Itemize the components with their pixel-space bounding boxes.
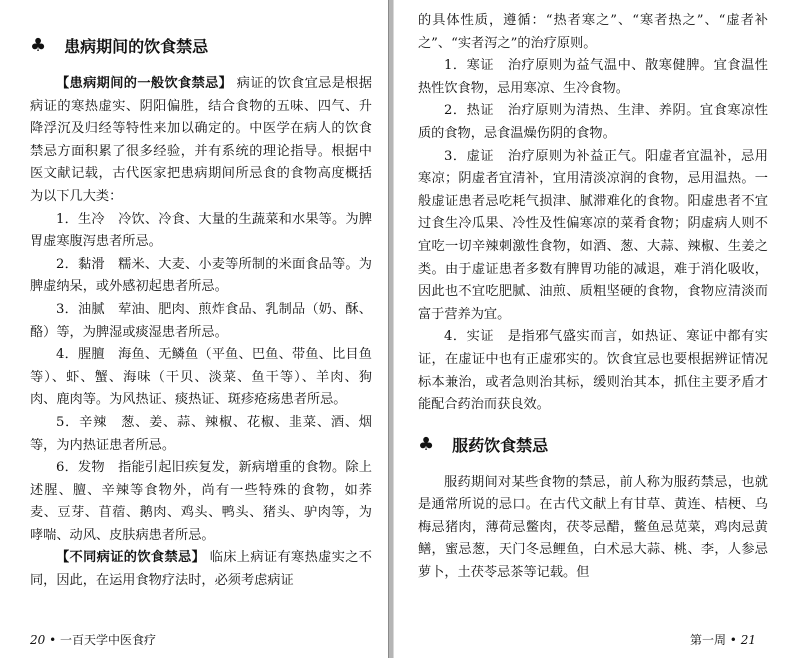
club-icon: ♣ — [418, 433, 435, 455]
list-item: 4．腥膻 海鱼、无鳞鱼（平鱼、巴鱼、带鱼、比目鱼等）、虾、蟹、海味（干贝、淡菜、鱼干等）、羊肉、狗肉、鹿肉等。为风热证、痰热证、斑疹疮疡患者所忌。 — [30, 347, 372, 408]
paragraph-continued: 的具体性质，遵循：“热者寒之”、“寒者热之”、“虚者补之”、“实者泻之”的治疗原则。 — [418, 13, 768, 51]
list-item: 3．油腻 荤油、肥肉、煎炸食品、乳制品（奶、酥、酪）等，为脾湿或痰湿患者所忌。 — [30, 301, 372, 340]
section-heading — [30, 34, 372, 57]
paragraph-medicine: 服药期间对某些食物的禁忌，前人称为服药禁忌，也就是通常所说的忌口。在古代文献上有甘草、黄连、桔梗、乌梅忌猪肉，薄荷忌鳖肉，茯苓忌醋，鳖鱼忌苋菜，鸡肉忌黄鳝，蜜忌葱，天门冬忌鲤鱼，白术忌大蒜、桃、李，人参忌萝卜，土茯苓忌茶等记载。但 — [418, 474, 768, 581]
list-item: 4．实证 是指邪气盛实而言，如热证、寒证中都有实证，在虚证中也有正虚邪实的。饮食宜忌也要根据辨证情况标本兼治，或者急则治其标，缓则治其本，抓住主要矛盾才能配合药治而获良效。 — [418, 329, 768, 413]
book-title: • 一百天学中医食疗 — [49, 633, 157, 647]
right-page — [396, 0, 786, 658]
list-item: 5．辛辣 葱、姜、蒜、辣椒、花椒、韭菜、酒、烟等，为内热证患者所忌。 — [30, 414, 372, 453]
page-divider — [388, 0, 394, 658]
list-item: 2．黏滑 糯米、大麦、小麦等所制的米面食品等。为脾虚纳呆，或外感初起患者所忌。 — [30, 256, 372, 295]
page-number: 21 — [740, 633, 756, 647]
list-item: 2．热证 治疗原则为清热、生津、养阴。宜食寒凉性质的食物，忌食温燥伤阴的食物。 — [418, 103, 768, 141]
list-item: 1．寒证 治疗原则为益气温中、散寒健脾。宜食温性热性饮食物，忌用寒凉、生冷食物。 — [418, 58, 768, 96]
section-heading-text: 患病期间的饮食禁忌 — [64, 37, 209, 56]
page-footer — [30, 631, 156, 648]
section-heading-text: 服药饮食禁忌 — [452, 435, 549, 455]
paragraph-different: 【不同病证的饮食禁忌】 临床上病证有寒热虚实之不同，因此，在运用食物疗法时，必须考虑病证 — [30, 550, 372, 589]
page-footer — [690, 631, 756, 648]
bracket-title: 【患病期间的一般饮食禁忌】 — [56, 76, 233, 91]
paragraph-general: 【患病期间的一般饮食禁忌】 病证的饮食宜忌是根据病证的寒热虚实、阴阳偏胜，结合食物的五味、四气、升降浮沉及归经等特性来加以确定的。中医学在病人的饮食禁忌方面积累了很多经验，并有系统的理论指导。根据中医文献记载，古代医家把患病期间所忌食的食物高度概括为以下几大类： — [30, 76, 372, 204]
club-icon: ♣ — [30, 35, 47, 56]
list-item: 6．发物 指能引起旧疾复发，新病增重的食物。除上述腥、膻、辛辣等食物外，尚有一些特殊的食物，如荞麦、豆芽、苜蓿、鹅肉、鸡头、鸭头、猪头、驴肉等，为哮喘、动风、皮肤病患者所忌。 — [30, 460, 372, 543]
left-page — [0, 0, 388, 658]
list-item: 3．虚证 治疗原则为补益正气。阳虚者宜温补，忌用寒凉；阴虚者宜清补，宜用清淡凉润的食物，忌用温热。一般虚证患者忌吃耗气损津、腻滞难化的食物。阳虚患者不宜过食生冷瓜果、冷性及性偏寒凉的菜肴食物；阴虚病人则不宜吃一切辛辣刺激性食物，如酒、葱、大蒜、辣椒、生姜之类。由于虚证患者多数有脾胃功能的减退，难于消化吸收，因此也不宜吃肥腻、油煎、质粗坚硬的食物，食物应清淡而富于营养为宜。 — [418, 148, 768, 322]
section-heading — [418, 433, 768, 456]
page-number: 20 — [30, 633, 46, 647]
bracket-title: 【不同病证的饮食禁忌】 — [56, 550, 206, 566]
list-item: 1．生冷 冷饮、冷食、大量的生蔬菜和水果等。为脾胃虚寒腹泻患者所忌。 — [30, 211, 372, 250]
chapter-title: 第一周 • — [689, 633, 737, 647]
